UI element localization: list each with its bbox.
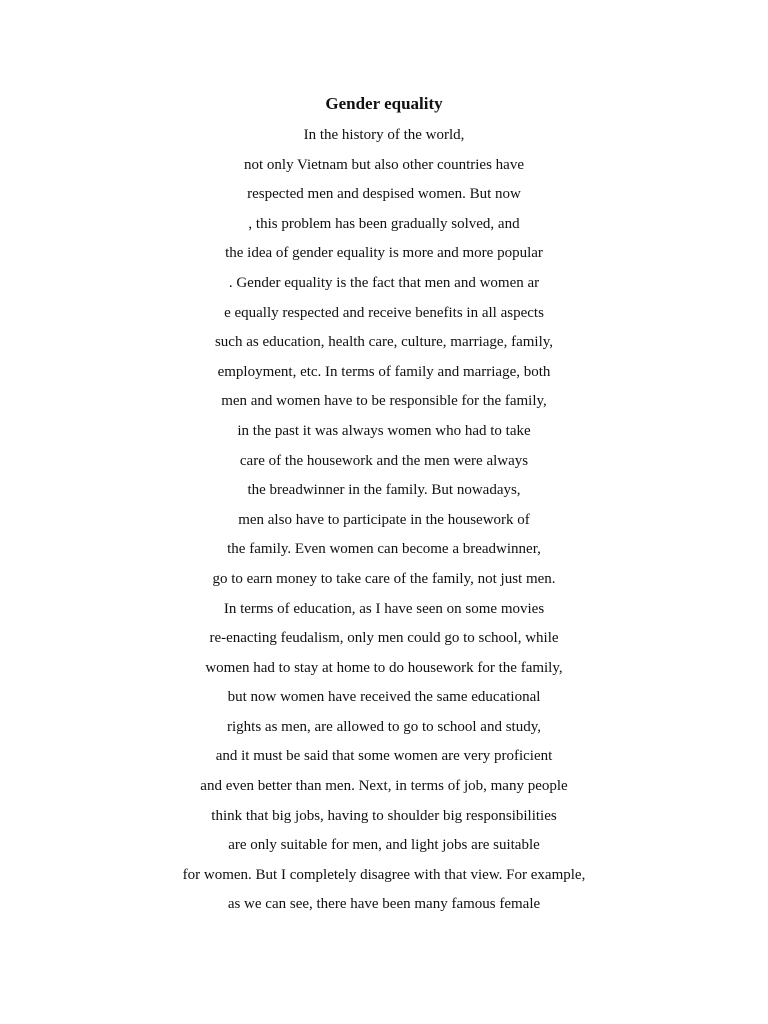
text-line: but now women have received the same educational bbox=[227, 689, 541, 706]
text-line: not only Vietnam but also other countries have bbox=[243, 156, 524, 173]
text-line: go to earn money to take care of the family, not just men. bbox=[212, 570, 556, 587]
text-line: think that big jobs, having to shoulder big responsibilities bbox=[211, 807, 557, 824]
text-line: and even better than men. Next, in terms of job, many people bbox=[200, 778, 568, 795]
text-line: , this problem has been gradually solved, and bbox=[248, 215, 520, 232]
text-line: employment, etc. In terms of family and marriage, both bbox=[217, 363, 551, 380]
text-line: In the history of the world, bbox=[303, 127, 465, 143]
text-line: the family. Even women can become a breadwinner, bbox=[227, 541, 541, 558]
text-line: as we can see, there have been many famous female bbox=[227, 896, 541, 913]
text-line: such as education, health care, culture, marriage, family, bbox=[214, 334, 554, 351]
text-line: . Gender equality is the fact that men and women ar bbox=[228, 274, 540, 291]
text-line: women had to stay at home to do housework for the family, bbox=[205, 659, 563, 676]
text-line: men and women have to be responsible for the family, bbox=[221, 393, 547, 410]
text-line: re-enacting feudalism, only men could go to school, while bbox=[209, 630, 559, 647]
text-line: and it must be said that some women are very proficient bbox=[215, 748, 553, 765]
text-line: rights as men, are allowed to go to school and study, bbox=[227, 718, 541, 735]
text-line: in the past it was always women who had to take bbox=[237, 422, 531, 439]
document-body bbox=[0, 123, 768, 922]
text-line: men also have to participate in the housework of bbox=[238, 511, 530, 528]
text-line: e equally respected and receive benefits in all aspects bbox=[224, 304, 544, 321]
text-line: are only suitable for men, and light jobs are suitable bbox=[228, 837, 540, 854]
text-line: for women. But I completely disagree with that view. For example, bbox=[182, 866, 586, 883]
text-line: the breadwinner in the family. But nowadays, bbox=[247, 482, 521, 499]
document-title: Gender equality bbox=[325, 94, 443, 113]
text-line: In terms of education, as I have seen on some movies bbox=[223, 600, 545, 617]
text-line: care of the housework and the men were always bbox=[239, 452, 529, 469]
text-line: the idea of gender equality is more and more popular bbox=[225, 245, 543, 262]
text-line: respected men and despised women. But now bbox=[247, 186, 521, 203]
